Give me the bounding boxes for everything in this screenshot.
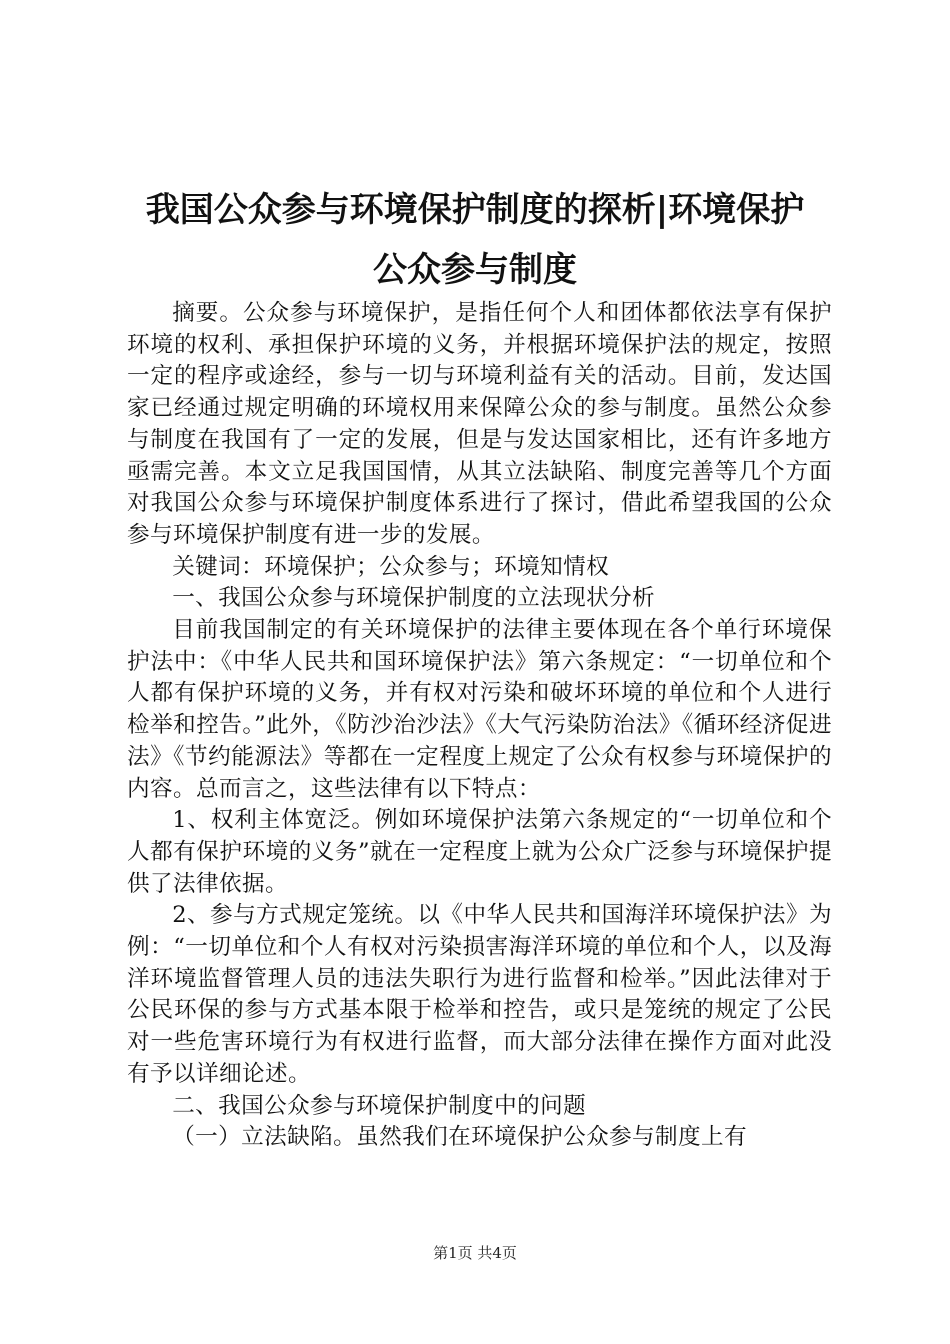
document-title-line-2: 公众参与制度 xyxy=(373,250,577,290)
keywords-paragraph: 关键词：环境保护；公众参与；环境知情权 xyxy=(172,553,610,580)
abstract-paragraph: 摘要。公众参与环境保护，是指任何个人和团体都依法享有保护环境的权利、承担保护环境的义务，并根据环境保护法的规定，按照一定的程序或途经，参与一切与环境利益有关的活动。目前，发达国家已经通过规定明确的环境权用来保障公众的参与制度。虽然公众参与制度在我国有了一定的发展，但是与发达国家相比，还有许多地方亟需完善。本文立足我国国情，从其立法缺陷、制度完善等几个方面对我国公众参与环境保护制度体系进行了探讨，借此希望我国的公众参与环境保护制度有进一步的发展。 xyxy=(127,300,832,548)
body-paragraph: 目前我国制定的有关环境保护的法律主要体现在各个单行环境保护法中：《中华人民共和国环境保护法》第六条规定：“一切单位和个人都有保护环境的义务，并有权对污染和破坏环境的单位和个人进行检举和控告。”此外，《防沙治沙法》《大气污染防治法》《循环经济促进法》《节约能源法》等都在一定程度上规定了公众有权参与环境保护的内容。总而言之，这些法律有以下特点： xyxy=(127,617,832,802)
body-paragraph: 2、参与方式规定笼统。以《中华人民共和国海洋环境保护法》为例：“一切单位和个人有权对污染损害海洋环境的单位和个人，以及海洋环境监督管理人员的违法失职行为进行监督和检举。”因此法律对于公民环保的参与方式基本限于检举和控告，或只是笼统的规定了公民对一些危害环境行为有权进行监督，而大部分法律在操作方面对此没有予以详细论述。 xyxy=(127,902,832,1087)
section-heading-2: 二、我国公众参与环境保护制度中的问题 xyxy=(172,1092,587,1119)
section-heading-1: 一、我国公众参与环境保护制度的立法现状分析 xyxy=(172,585,656,612)
body-paragraph: 1、权利主体宽泛。例如环境保护法第六条规定的“一切单位和个人都有保护环境的义务”就在一定程度上就为公众广泛参与环境保护提供了法律依据。 xyxy=(127,807,832,897)
document-title-line-1: 我国公众参与环境保护制度的探析|环境保护 xyxy=(145,190,805,230)
page-number-footer: 第1页 共4页 xyxy=(433,1244,517,1262)
body-paragraph: （一）立法缺陷。虽然我们在环境保护公众参与制度上有 xyxy=(172,1124,748,1151)
document-body xyxy=(127,298,832,1154)
